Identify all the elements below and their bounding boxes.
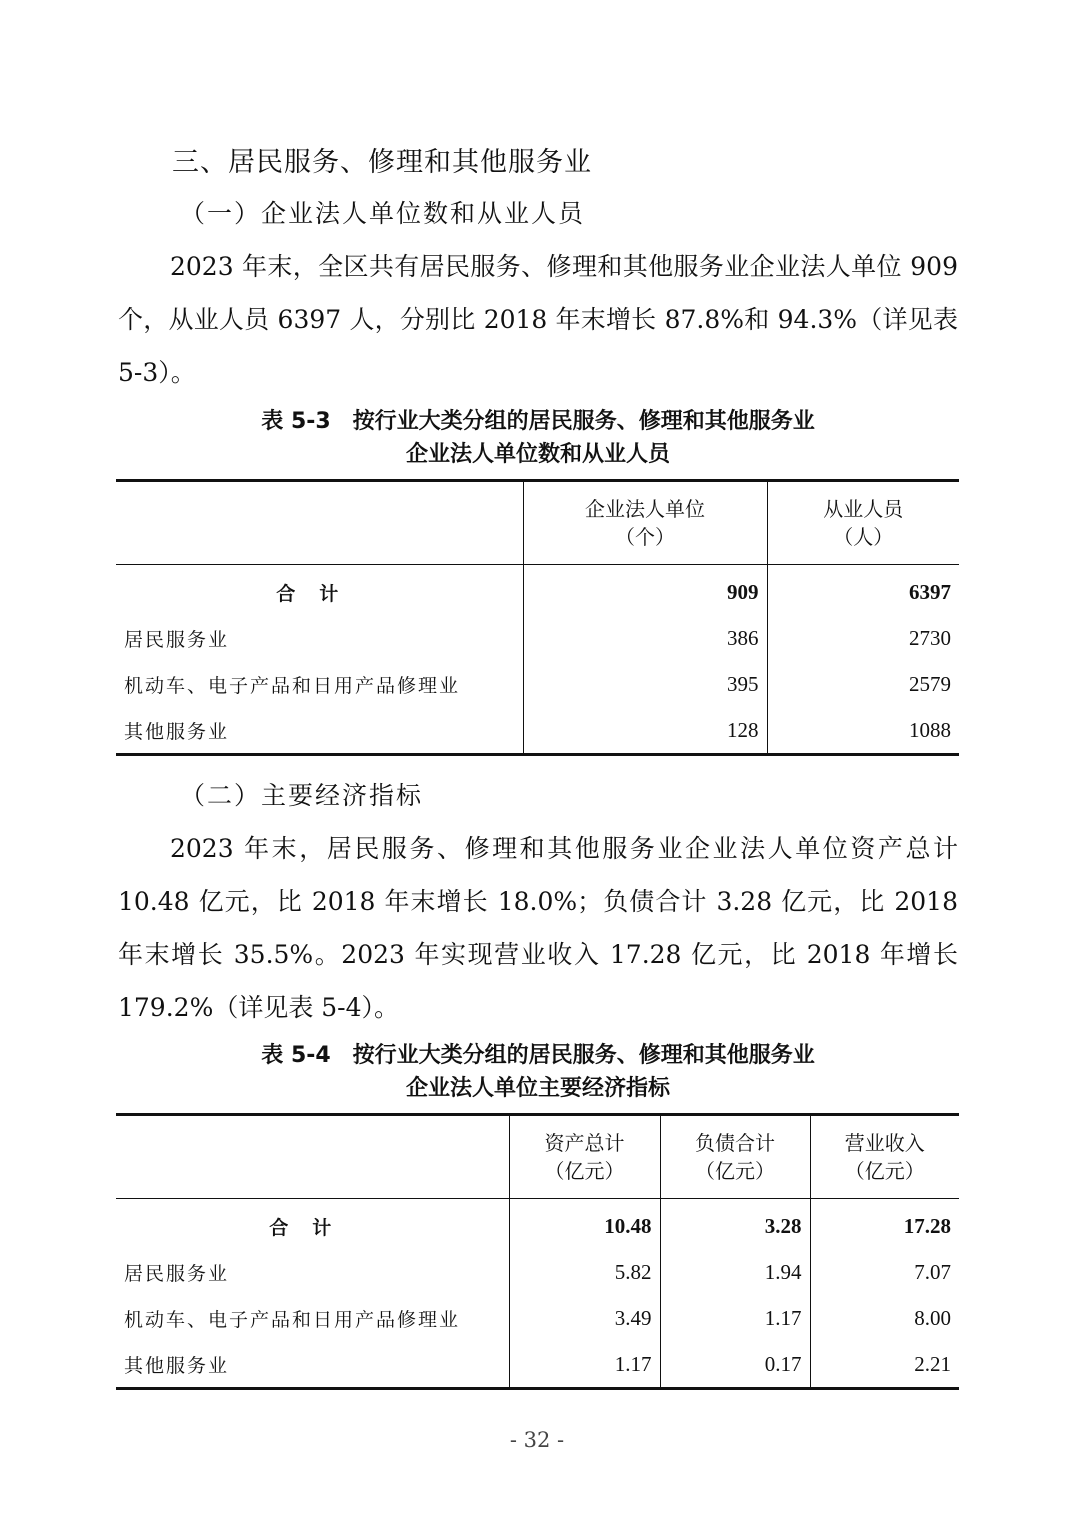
row-label: 合计 — [276, 582, 363, 605]
table-header-row — [116, 481, 959, 565]
cell-value: 3.28 — [660, 1199, 810, 1250]
table-5-3-caption-line1: 表 5-3 按行业大类分组的居民服务、修理和其他服务业 — [261, 409, 815, 434]
cell-value: 395 — [523, 661, 767, 707]
cell-value: 2.21 — [810, 1341, 959, 1389]
cell-value: 0.17 — [660, 1341, 810, 1389]
paragraph-2-text: 2023 年末，居民服务、修理和其他服务业企业法人单位资产总计 10.48 亿元，比 2018 年末增长 18.0%；负债合计 3.28 亿元，比 2018 年末增长 35.5%。2023 年实现营业收入 17.28 亿元，比 2018 年增长 179.2%（详见表 5-4）。 — [118, 834, 958, 1022]
table-row — [116, 615, 959, 661]
cell-value: 10.48 — [509, 1199, 660, 1250]
table-5-3-caption — [118, 405, 958, 471]
table-row — [116, 1295, 959, 1341]
page-number: - 32 - — [509, 1428, 565, 1452]
cell-value: 386 — [523, 615, 767, 661]
row-label: 居民服务业 — [124, 628, 230, 651]
table-5-4 — [116, 1113, 959, 1390]
column-header: 企业法人单位 （个） — [523, 481, 767, 565]
cell-value: 1.17 — [660, 1295, 810, 1341]
table-row — [116, 661, 959, 707]
row-label: 合计 — [269, 1216, 356, 1239]
table-5-4-caption-line2: 企业法人单位主要经济指标 — [405, 1076, 670, 1101]
paragraph-2 — [118, 822, 958, 1034]
column-header: 营业收入 （亿元） — [810, 1115, 959, 1199]
table-row — [116, 1249, 959, 1295]
header-blank — [116, 1115, 509, 1199]
section-title: 三、居民服务、修理和其他服务业 — [172, 147, 592, 178]
cell-value: 5.82 — [509, 1249, 660, 1295]
subsection-title-2: （二）主要经济指标 — [180, 781, 424, 810]
cell-value: 17.28 — [810, 1199, 959, 1250]
table-5-3-caption-line2: 企业法人单位数和从业人员 — [405, 442, 670, 467]
table-5-4-caption-line1: 表 5-4 按行业大类分组的居民服务、修理和其他服务业 — [261, 1043, 815, 1068]
paragraph-1-text: 2023 年末，全区共有居民服务、修理和其他服务业企业法人单位 909 个，从业人员 6397 人，分别比 2018 年末增长 87.8%和 94.3%（详见表 5-3）。 — [118, 252, 958, 387]
cell-value: 8.00 — [810, 1295, 959, 1341]
row-label: 机动车、电子产品和日用产品修理业 — [124, 674, 461, 697]
row-label: 其他服务业 — [124, 720, 230, 743]
table-row — [116, 1341, 959, 1389]
cell-value: 1.17 — [509, 1341, 660, 1389]
table-row — [116, 707, 959, 755]
cell-value: 2579 — [767, 661, 959, 707]
table-header-row — [116, 1115, 959, 1199]
header-blank — [116, 481, 523, 565]
paragraph-1 — [118, 240, 958, 399]
table-row-total — [116, 1199, 959, 1250]
cell-value: 3.49 — [509, 1295, 660, 1341]
column-header: 从业人员 （人） — [767, 481, 959, 565]
row-label: 居民服务业 — [124, 1262, 230, 1285]
subsection-title-1: （一）企业法人单位数和从业人员 — [180, 199, 586, 228]
table-row-total — [116, 565, 959, 616]
cell-value: 7.07 — [810, 1249, 959, 1295]
table-5-4-caption — [118, 1039, 958, 1105]
cell-value: 128 — [523, 707, 767, 755]
column-header: 资产总计 （亿元） — [509, 1115, 660, 1199]
row-label: 其他服务业 — [124, 1354, 230, 1377]
table-5-3 — [116, 479, 959, 756]
column-header: 负债合计 （亿元） — [660, 1115, 810, 1199]
cell-value: 909 — [523, 565, 767, 616]
cell-value: 6397 — [767, 565, 959, 616]
cell-value: 1088 — [767, 707, 959, 755]
cell-value: 2730 — [767, 615, 959, 661]
cell-value: 1.94 — [660, 1249, 810, 1295]
row-label: 机动车、电子产品和日用产品修理业 — [124, 1308, 461, 1331]
